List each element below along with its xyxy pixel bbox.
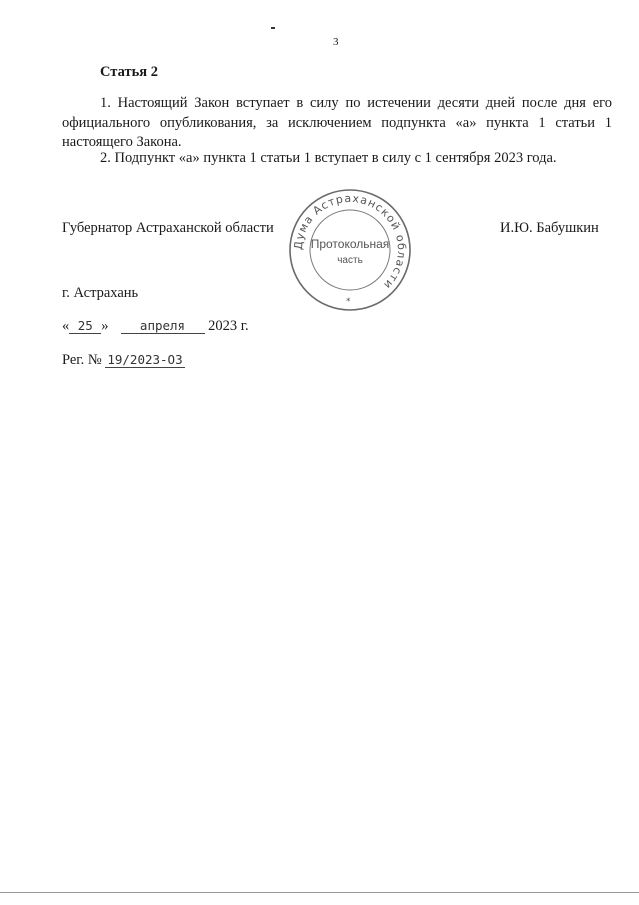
- paragraph-1: [62, 94, 612, 153]
- page-number: 3: [333, 36, 339, 48]
- article-heading: Статья 2: [100, 64, 158, 80]
- registration-number: 19/2023-ОЗ: [107, 352, 183, 367]
- paragraph-2-text: 2. Подпункт «а» пункта 1 статьи 1 вступает в силу с 1 сентября 2023 года.: [100, 150, 557, 166]
- paragraph-1-text: 1. Настоящий Закон вступает в силу по истечении десяти дней после дня его официального опубликования, за исключением подпункта «а» пункта 1 статьи 1 настоящего Закона.: [62, 95, 612, 150]
- paragraph-2: [62, 149, 612, 169]
- scan-bottom-edge: [0, 892, 639, 893]
- signatory-title: Губернатор Астраханской области: [62, 220, 274, 236]
- registration-line: [62, 352, 185, 369]
- official-stamp: [288, 188, 412, 312]
- date-line: [62, 318, 249, 335]
- date-year: 2023 г.: [208, 318, 249, 334]
- registration-label: Рег. №: [62, 352, 102, 368]
- stamp-center-line-1: Протокольная: [310, 237, 390, 251]
- scan-mark: [271, 27, 275, 29]
- date-day: 25: [69, 319, 101, 334]
- city: г. Астрахань: [62, 285, 139, 301]
- date-close-quote: »: [101, 318, 109, 334]
- date-month: апреля: [121, 319, 205, 334]
- stamp-center-line-2: часть: [337, 255, 363, 266]
- stamp-star-icon: *: [346, 297, 351, 307]
- stamp-ring-text: Дума Астраханской области: [291, 191, 409, 292]
- date-open-quote: «: [62, 318, 70, 334]
- signatory-name: И.Ю. Бабушкин: [500, 220, 599, 236]
